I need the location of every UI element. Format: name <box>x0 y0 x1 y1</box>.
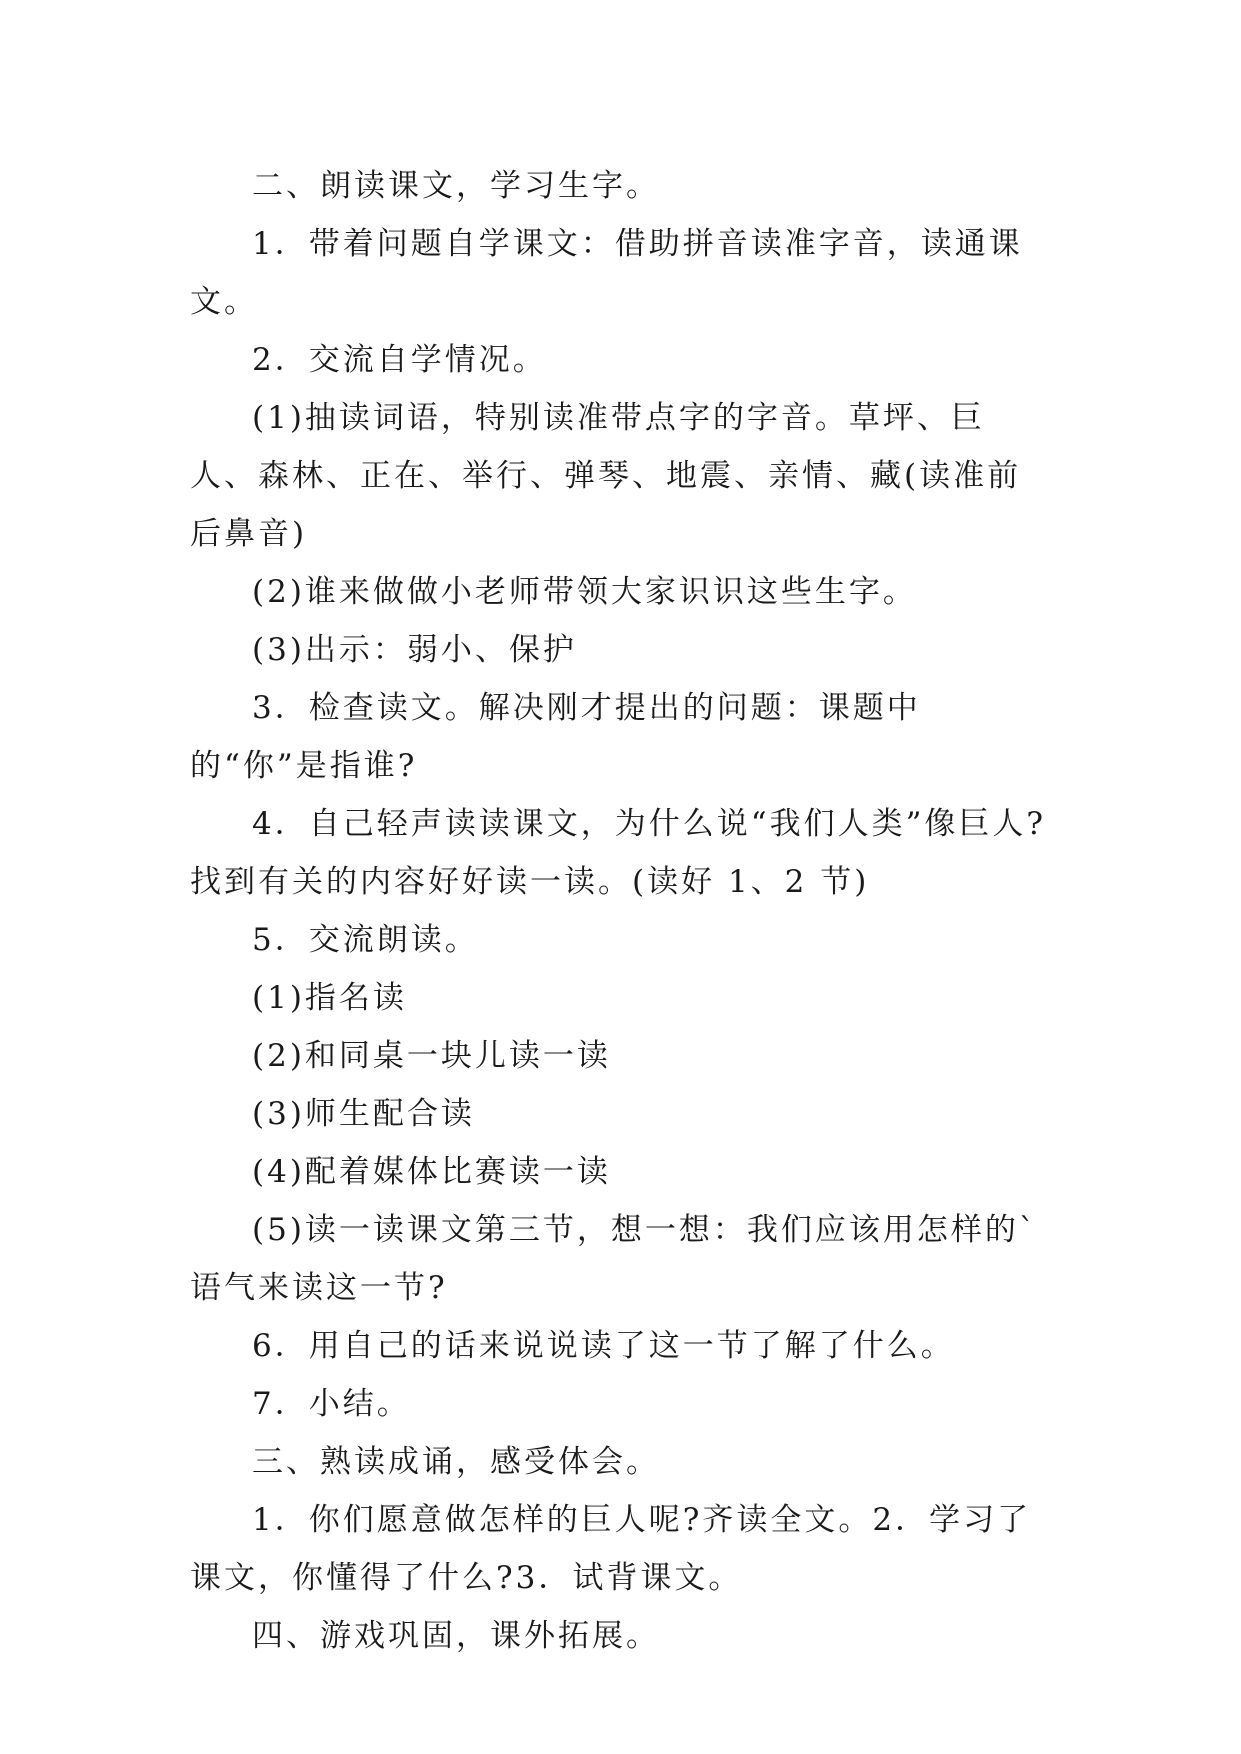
sub-step-media-contest: (4)配着媒体比赛读一读 <box>252 1154 611 1190</box>
sub-step-show-words: (3)出示：弱小、保护 <box>252 632 577 668</box>
step-exchange-reading: 5．交流朗读。 <box>252 922 479 958</box>
document-body <box>190 157 1050 1665</box>
sub-step-teacher-student-reading: (3)师生配合读 <box>252 1096 475 1132</box>
step-giant-questions: 1．你们愿意做怎样的巨人呢?齐读全文。2．学习了课文，你懂得了什么?3．试背课文。 <box>190 1502 1032 1596</box>
section-heading-games: 四、游戏巩固，课外拓展。 <box>252 1618 660 1654</box>
section-heading-reading: 二、朗读课文，学习生字。 <box>252 168 660 204</box>
section-heading-recite: 三、熟读成诵，感受体会。 <box>252 1444 660 1480</box>
step-summary: 7．小结。 <box>252 1386 411 1422</box>
sub-step-partner-reading: (2)和同桌一块儿读一读 <box>252 1038 611 1074</box>
sub-step-third-section: (5)读一读课文第三节，想一想：我们应该用怎样的`语气来读这一节? <box>190 1212 1038 1306</box>
sub-step-word-reading: (1)抽读词语，特别读准带点字的字音。草坪、巨人、森林、正在、举行、弹琴、地震、亲情、藏(读准前后鼻音) <box>190 400 1022 552</box>
step-own-words: 6．用自己的话来说说读了这一节了解了什么。 <box>252 1328 955 1364</box>
step-silent-reading: 4．自己轻声读读课文，为什么说“我们人类”像巨人?找到有关的内容好好读一读。(读好 1、2 节) <box>190 806 1047 900</box>
sub-step-named-reading: (1)指名读 <box>252 980 407 1016</box>
step-exchange: 2．交流自学情况。 <box>252 342 547 378</box>
step-check-reading: 3．检查读文。解决刚才提出的问题：课题中的“你”是指谁? <box>190 690 921 784</box>
step-self-study: 1．带着问题自学课文：借助拼音读准字音，读通课文。 <box>190 226 1023 320</box>
sub-step-little-teacher: (2)谁来做做小老师带领大家识识这些生字。 <box>252 574 917 610</box>
